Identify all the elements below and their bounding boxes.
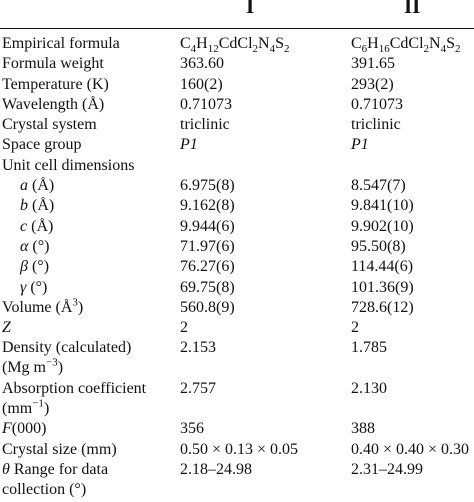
table-row bbox=[0, 298, 474, 318]
italic-symbol: Z bbox=[2, 319, 11, 337]
row-label: θ Range for data collection (°) bbox=[2, 460, 109, 498]
column-header-compound-2: II bbox=[404, 0, 421, 18]
row-label-line2: (Mg $m^{-3}$) bbox=[2, 357, 64, 377]
row-label: Space group bbox=[2, 136, 82, 154]
value-compound-2: 0.40 × 0.40 × 0.30 bbox=[351, 440, 470, 458]
column-header-compound-1: I bbox=[246, 0, 255, 18]
header-rule bbox=[0, 28, 474, 29]
table-row bbox=[0, 440, 474, 460]
value-compound-1: 9.162(8) bbox=[180, 197, 235, 215]
row-label: Density (calculated) (Mg $m^{-3}$) bbox=[2, 339, 132, 377]
superscript: −3 bbox=[46, 357, 58, 370]
table-row bbox=[0, 135, 474, 155]
row-label: b (Å) bbox=[20, 197, 55, 215]
row-label: Empirical formula bbox=[2, 35, 120, 52]
table-row bbox=[0, 217, 474, 237]
subscript: 4 bbox=[190, 43, 197, 56]
value-compound-1: 9.944(6) bbox=[180, 217, 235, 235]
row-label: Crystal system bbox=[2, 116, 97, 134]
row-label: Temperature (K) bbox=[2, 75, 109, 93]
value-compound-2: 95.50(8) bbox=[351, 237, 406, 255]
row-label: F(000) bbox=[2, 420, 47, 438]
row-label: Volume $(Å^3)$ bbox=[2, 296, 84, 316]
row-label bbox=[2, 318, 11, 338]
table-row bbox=[0, 95, 474, 115]
row-label: Wavelength (Å) bbox=[2, 95, 105, 113]
value-compound-2: 2 bbox=[351, 319, 359, 337]
row-label: β (°) bbox=[20, 258, 50, 276]
value-compound-1: 0.71073 bbox=[180, 95, 232, 113]
parameter-symbol: γ bbox=[20, 278, 27, 296]
row-label: a (Å) bbox=[20, 177, 55, 195]
row-label: c (Å) bbox=[20, 217, 54, 235]
value-compound-1: 356 bbox=[180, 420, 204, 438]
value-compound-2: 2.130 bbox=[351, 379, 387, 397]
value-compound-1: 76.27(6) bbox=[180, 258, 235, 276]
value-compound-2: 9.902(10) bbox=[351, 217, 414, 235]
subscript: 2 bbox=[455, 43, 461, 56]
row-label: Formula weight bbox=[2, 55, 104, 73]
value-compound-1: 560.8(9) bbox=[180, 298, 235, 316]
table-row bbox=[0, 460, 474, 500]
value-compound-2: $C_6H_{16}CdCl_2N_4S_2$ bbox=[351, 35, 461, 56]
value-compound-1: 0.50 × 0.13 × 0.05 bbox=[180, 440, 299, 458]
table-row bbox=[0, 379, 474, 419]
subscript: 12 bbox=[207, 43, 219, 56]
value-compound-1: 160(2) bbox=[180, 75, 223, 93]
subscript: 2 bbox=[252, 43, 259, 56]
table-row bbox=[0, 237, 474, 257]
value-compound-2: 2.31–24.99 bbox=[351, 460, 423, 478]
value-compound-1: 2.18–24.98 bbox=[180, 460, 252, 478]
value-compound-1: 71.97(6) bbox=[180, 237, 235, 255]
table-row bbox=[0, 257, 474, 277]
subscript: 4 bbox=[440, 43, 447, 56]
subscript: 2 bbox=[423, 43, 430, 56]
value-compound-2: 8.547(7) bbox=[351, 177, 406, 195]
row-label: γ (°) bbox=[20, 278, 48, 296]
table-row bbox=[0, 115, 474, 135]
italic-symbol: F bbox=[2, 420, 12, 438]
value-compound-2: 728.6(12) bbox=[351, 298, 414, 316]
table-row bbox=[0, 156, 474, 176]
parameter-symbol: a bbox=[20, 177, 28, 195]
subscript: 6 bbox=[361, 43, 368, 56]
value-compound-2: triclinic bbox=[351, 116, 401, 134]
value-compound-1: triclinic bbox=[180, 116, 230, 134]
table-row bbox=[0, 176, 474, 196]
value-compound-1: P1 bbox=[180, 136, 198, 154]
value-compound-2: 388 bbox=[351, 420, 375, 438]
parameter-symbol: c bbox=[20, 217, 28, 235]
value-compound-2: 391.65 bbox=[351, 55, 395, 73]
row-label-line2: collection (°) bbox=[2, 480, 87, 498]
row-label: Crystal size (mm) bbox=[2, 440, 117, 458]
value-compound-1: $C_4H_{12}CdCl_2N_4S_2$ bbox=[180, 35, 290, 56]
value-compound-2: 1.785 bbox=[351, 339, 387, 357]
row-label: Absorption coefficient $(mm^{-1})$ bbox=[2, 379, 147, 417]
value-compound-1: 363.60 bbox=[180, 55, 224, 73]
table-row bbox=[0, 278, 474, 298]
value-compound-2: 0.71073 bbox=[351, 95, 403, 113]
table-row bbox=[0, 75, 474, 95]
table-body bbox=[0, 34, 474, 500]
value-compound-1: 6.975(8) bbox=[180, 177, 235, 195]
value-compound-1: 2 bbox=[180, 319, 188, 337]
italic-symbol: θ bbox=[2, 460, 10, 478]
row-label-line2: $(mm^{-1})$ bbox=[2, 397, 50, 417]
subscript: 16 bbox=[378, 43, 390, 56]
value-compound-1: 69.75(8) bbox=[180, 278, 235, 296]
row-label: α (°) bbox=[20, 237, 50, 255]
value-compound-2: 293(2) bbox=[351, 75, 394, 93]
parameter-symbol: α bbox=[20, 237, 29, 255]
superscript: −1 bbox=[32, 397, 44, 410]
table-row bbox=[0, 196, 474, 216]
table-row bbox=[0, 34, 474, 54]
parameter-symbol: b bbox=[20, 197, 28, 215]
superscript: 3 bbox=[72, 296, 78, 309]
subscript: 4 bbox=[269, 43, 276, 56]
row-label: Unit cell dimensions bbox=[2, 156, 135, 174]
value-compound-2: 114.44(6) bbox=[351, 258, 414, 276]
value-compound-2: 101.36(9) bbox=[351, 278, 414, 296]
table-row bbox=[0, 419, 474, 439]
value-compound-1: 2.757 bbox=[180, 379, 216, 397]
table-row bbox=[0, 338, 474, 378]
value-compound-1: 2.153 bbox=[180, 339, 216, 357]
table-row bbox=[0, 54, 474, 74]
value-compound-2: 9.841(10) bbox=[351, 197, 414, 215]
value-compound-2: P1 bbox=[351, 136, 369, 154]
table-row bbox=[0, 318, 474, 338]
subscript: 2 bbox=[284, 43, 290, 56]
parameter-symbol: β bbox=[20, 258, 28, 276]
